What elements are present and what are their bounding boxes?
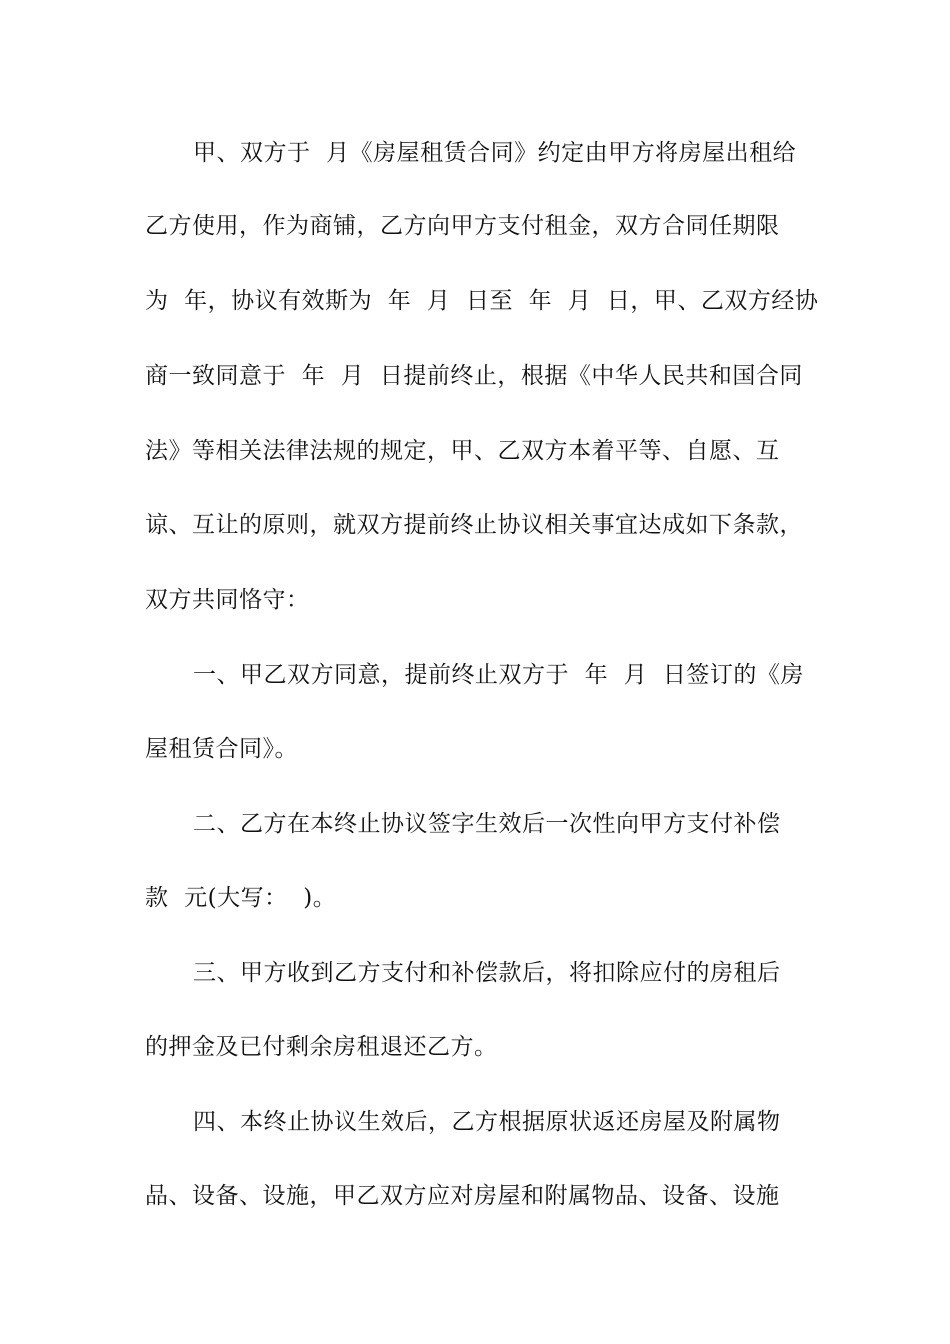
clause-3-line-2: 的押金及已付剩余房租退还乙方。 [145, 1034, 498, 1060]
preamble-line-5: 法》等相关法律法规的规定，甲、乙双方本着平等、自愿、互 [145, 438, 780, 464]
preamble-line-4: 商一致同意于 年 月 日提前终止，根据《中华人民共和国合同 [145, 363, 803, 389]
clause-2-line-1: 二、乙方在本终止协议签字生效后一次性向甲方支付补偿 [193, 811, 781, 837]
preamble-line-6: 谅、互让的原则，就双方提前终止协议相关事宜达成如下条款， [145, 512, 803, 538]
clause-2-line-2: 款 元(大写： )。 [145, 885, 337, 911]
clause-1-line-1: 一、甲乙双方同意，提前终止双方于 年 月 日签订的《房 [193, 662, 804, 688]
preamble-line-2: 乙方使用，作为商铺，乙方向甲方支付租金，双方合同任期限 [145, 213, 780, 239]
preamble-line-1: 甲、双方于 月《房屋租赁合同》约定由甲方将房屋出租给 [193, 140, 797, 166]
clause-4-line-2: 品、设备、设施，甲乙双方应对房屋和附属物品、设备、设施 [145, 1183, 780, 1209]
clause-3-line-1: 三、甲方收到乙方支付和补偿款后，将扣除应付的房租后 [193, 960, 781, 986]
clause-1-line-2: 屋租赁合同》。 [145, 736, 298, 762]
preamble-line-7: 双方共同恪守： [145, 587, 310, 613]
clause-4-line-1: 四、本终止协议生效后，乙方根据原状返还房屋及附属物 [193, 1109, 781, 1135]
preamble-line-3: 为 年，协议有效斯为 年 月 日至 年 月 日，甲、乙双方经协 [145, 288, 819, 314]
